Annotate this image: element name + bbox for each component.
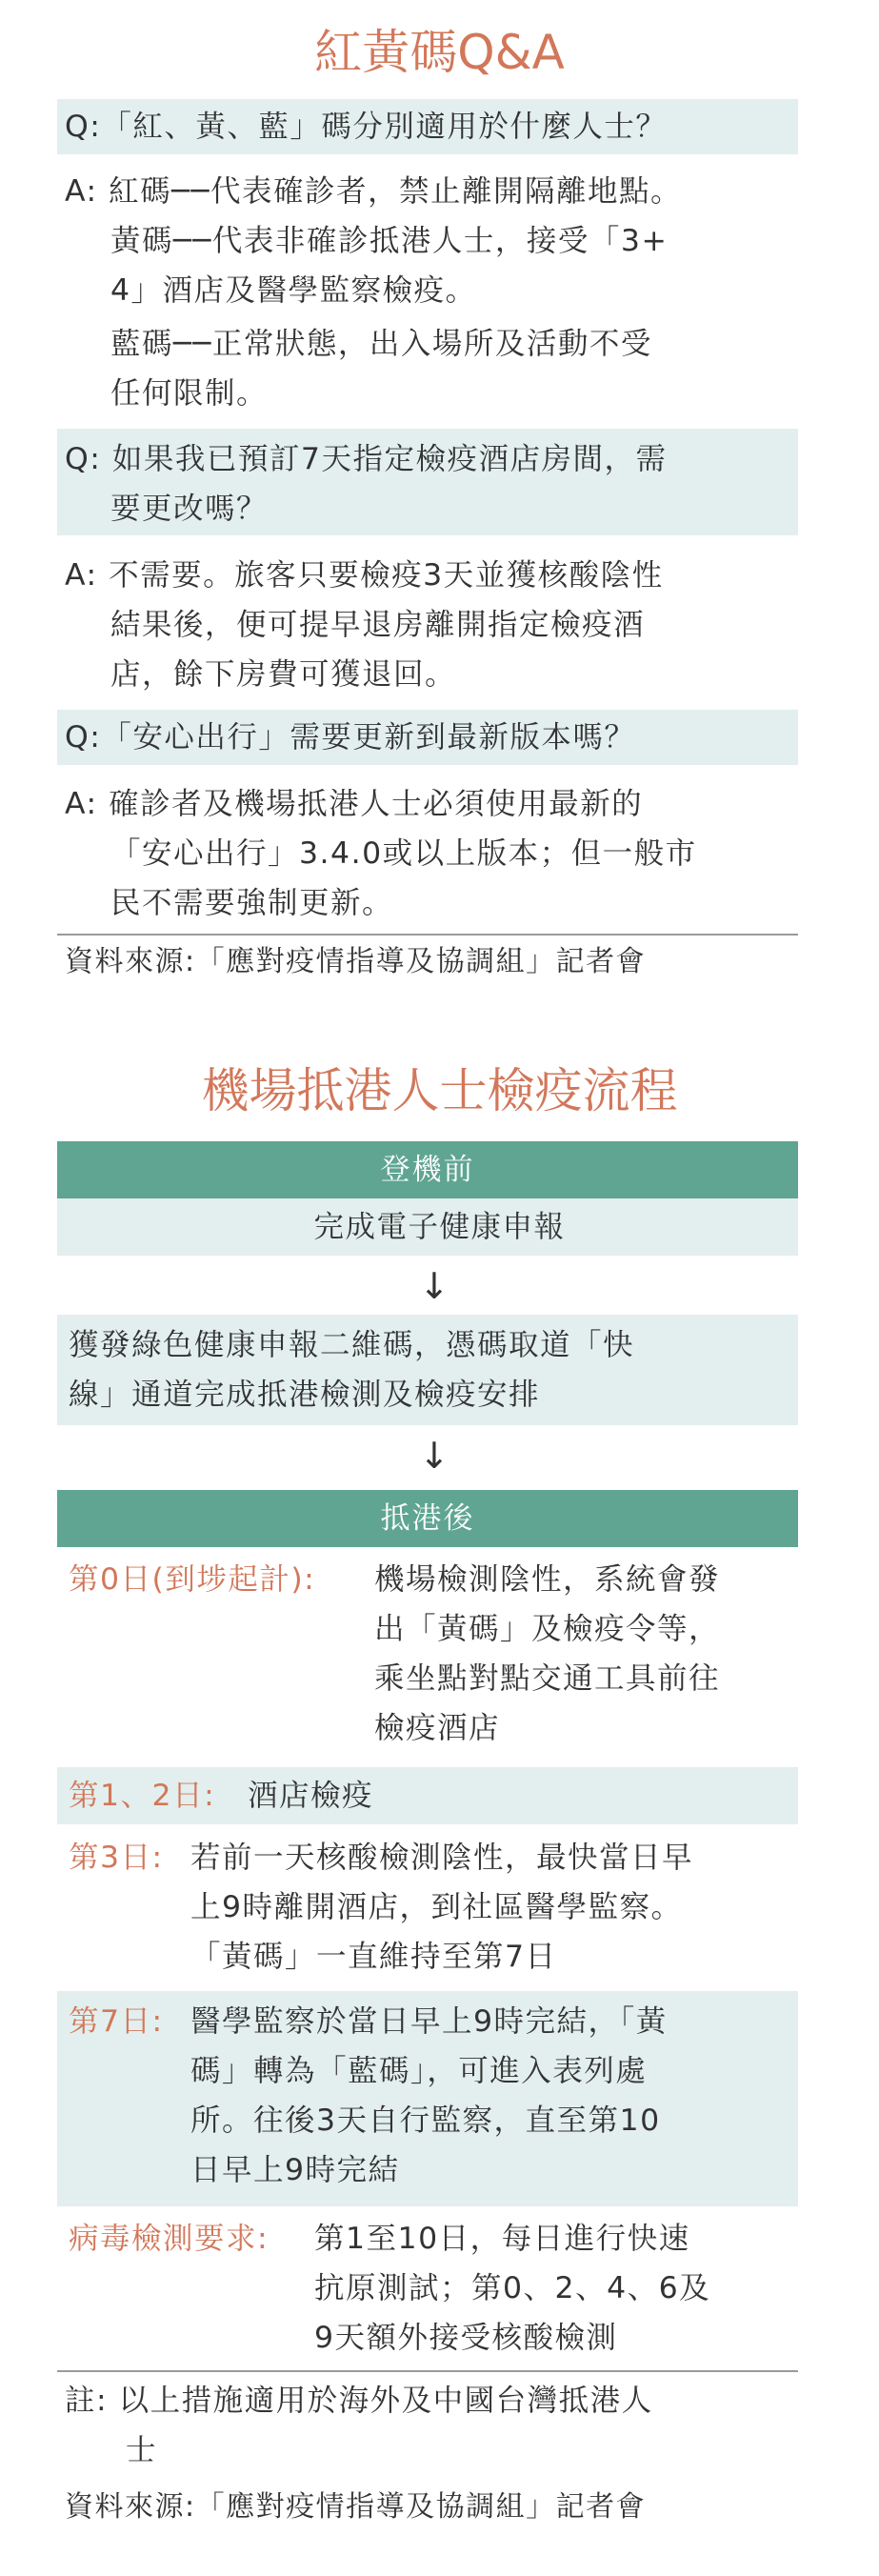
day7-line-3: 所。往後3天自行監察，直至第10	[190, 2103, 661, 2138]
test-line-3: 9天額外接受核酸檢測	[314, 2321, 618, 2355]
question-3: Q:「安心出行」需要更新到最新版本嗎？	[65, 720, 636, 755]
answer-3-line-2: 「安心出行」3.4.0或以上版本；但一般市	[110, 836, 697, 871]
after-arrival-header: 抵港後	[57, 1490, 798, 1547]
answer-3-line-3: 民不需要強制更新。	[110, 886, 394, 920]
flow-title: 機場抵港人士檢疫流程	[201, 1063, 678, 1118]
answer-1-line-4: 藍碼──正常狀態，出入場所及活動不受	[110, 327, 652, 361]
day3-label: 第3日:	[69, 1841, 164, 1875]
day7-line-1: 醫學監察於當日早上9時完結，「黃	[190, 2004, 668, 2039]
qa-title: 紅黃碼Q&A	[314, 25, 565, 80]
flow-divider	[57, 2370, 798, 2372]
question-1: Q:「紅、黃、藍」碼分別適用於什麼人士？	[65, 110, 668, 144]
step-2-line-1: 獲發綠色健康申報二維碼，憑碼取道「快	[69, 1328, 635, 1362]
down-arrow-icon-2: ↓	[419, 1435, 449, 1477]
note-line-1: 註: 以上措施適用於海外及中國台灣抵港人	[65, 2384, 653, 2418]
day0-label: 第0日(到埗起計):	[69, 1562, 316, 1597]
qa-source: 資料來源:「應對疫情指導及協調組」記者會	[65, 945, 647, 978]
day0-line-1: 機場檢測陰性，系統會發	[374, 1562, 721, 1597]
answer-2-line-3: 店，餘下房費可獲退回。	[110, 657, 457, 692]
answer-1-line-2: 黃碼──代表非確診抵港人士，接受「3+	[110, 224, 669, 258]
test-label: 病毒檢測要求:	[69, 2222, 270, 2256]
note-line-2: 士	[126, 2433, 158, 2467]
test-line-1: 第1至10日，每日進行快速	[314, 2222, 690, 2256]
question-2-line-1: Q: 如果我已預訂7天指定檢疫酒店房間，需	[65, 442, 668, 476]
step-1: 完成電子健康申報	[313, 1210, 566, 1244]
flow-source: 資料來源:「應對疫情指導及協調組」記者會	[65, 2490, 647, 2524]
answer-1-line-3: 4」酒店及醫學監察檢疫。	[110, 273, 477, 308]
day0-line-3: 乘坐點對點交通工具前往	[374, 1661, 721, 1696]
day3-line-1: 若前一天核酸檢測陰性，最快當日早	[190, 1841, 694, 1875]
test-line-2: 抗原測試；第0、2、4、6及	[314, 2271, 711, 2305]
step-2-line-2: 線」通道完成抵港檢測及檢疫安排	[69, 1378, 541, 1412]
day12-text: 酒店檢疫	[248, 1779, 374, 1813]
day3-line-3: 「黃碼」一直維持至第7日	[190, 1940, 557, 1974]
day3-line-2: 上9時離開酒店，到社區醫學監察。	[190, 1890, 683, 1924]
answer-3-line-1: A: 確診者及機場抵港人士必須使用最新的	[65, 787, 644, 821]
answer-1-line-5: 任何限制。	[110, 376, 269, 411]
before-boarding-header: 登機前	[57, 1141, 798, 1198]
day0-line-2: 出「黃碼」及檢疫令等，	[374, 1612, 721, 1646]
question-2-line-2: 要更改嗎？	[110, 492, 269, 526]
day7-label: 第7日:	[69, 2004, 164, 2039]
qa-divider	[57, 934, 798, 936]
answer-2-line-1: A: 不需要。旅客只要檢疫3天並獲核酸陰性	[65, 558, 664, 593]
down-arrow-icon: ↓	[419, 1265, 449, 1307]
day7-line-2: 碼」轉為「藍碼」，可進入表列處	[190, 2054, 648, 2088]
day0-line-4: 檢疫酒店	[374, 1711, 501, 1745]
day12-label: 第1、2日:	[69, 1779, 216, 1813]
day7-line-4: 日早上9時完結	[190, 2153, 400, 2187]
answer-2-line-2: 結果後，便可提早退房離開指定檢疫酒	[110, 608, 646, 642]
answer-1-line-1: A: 紅碼──代表確診者，禁止離開隔離地點。	[65, 174, 683, 209]
